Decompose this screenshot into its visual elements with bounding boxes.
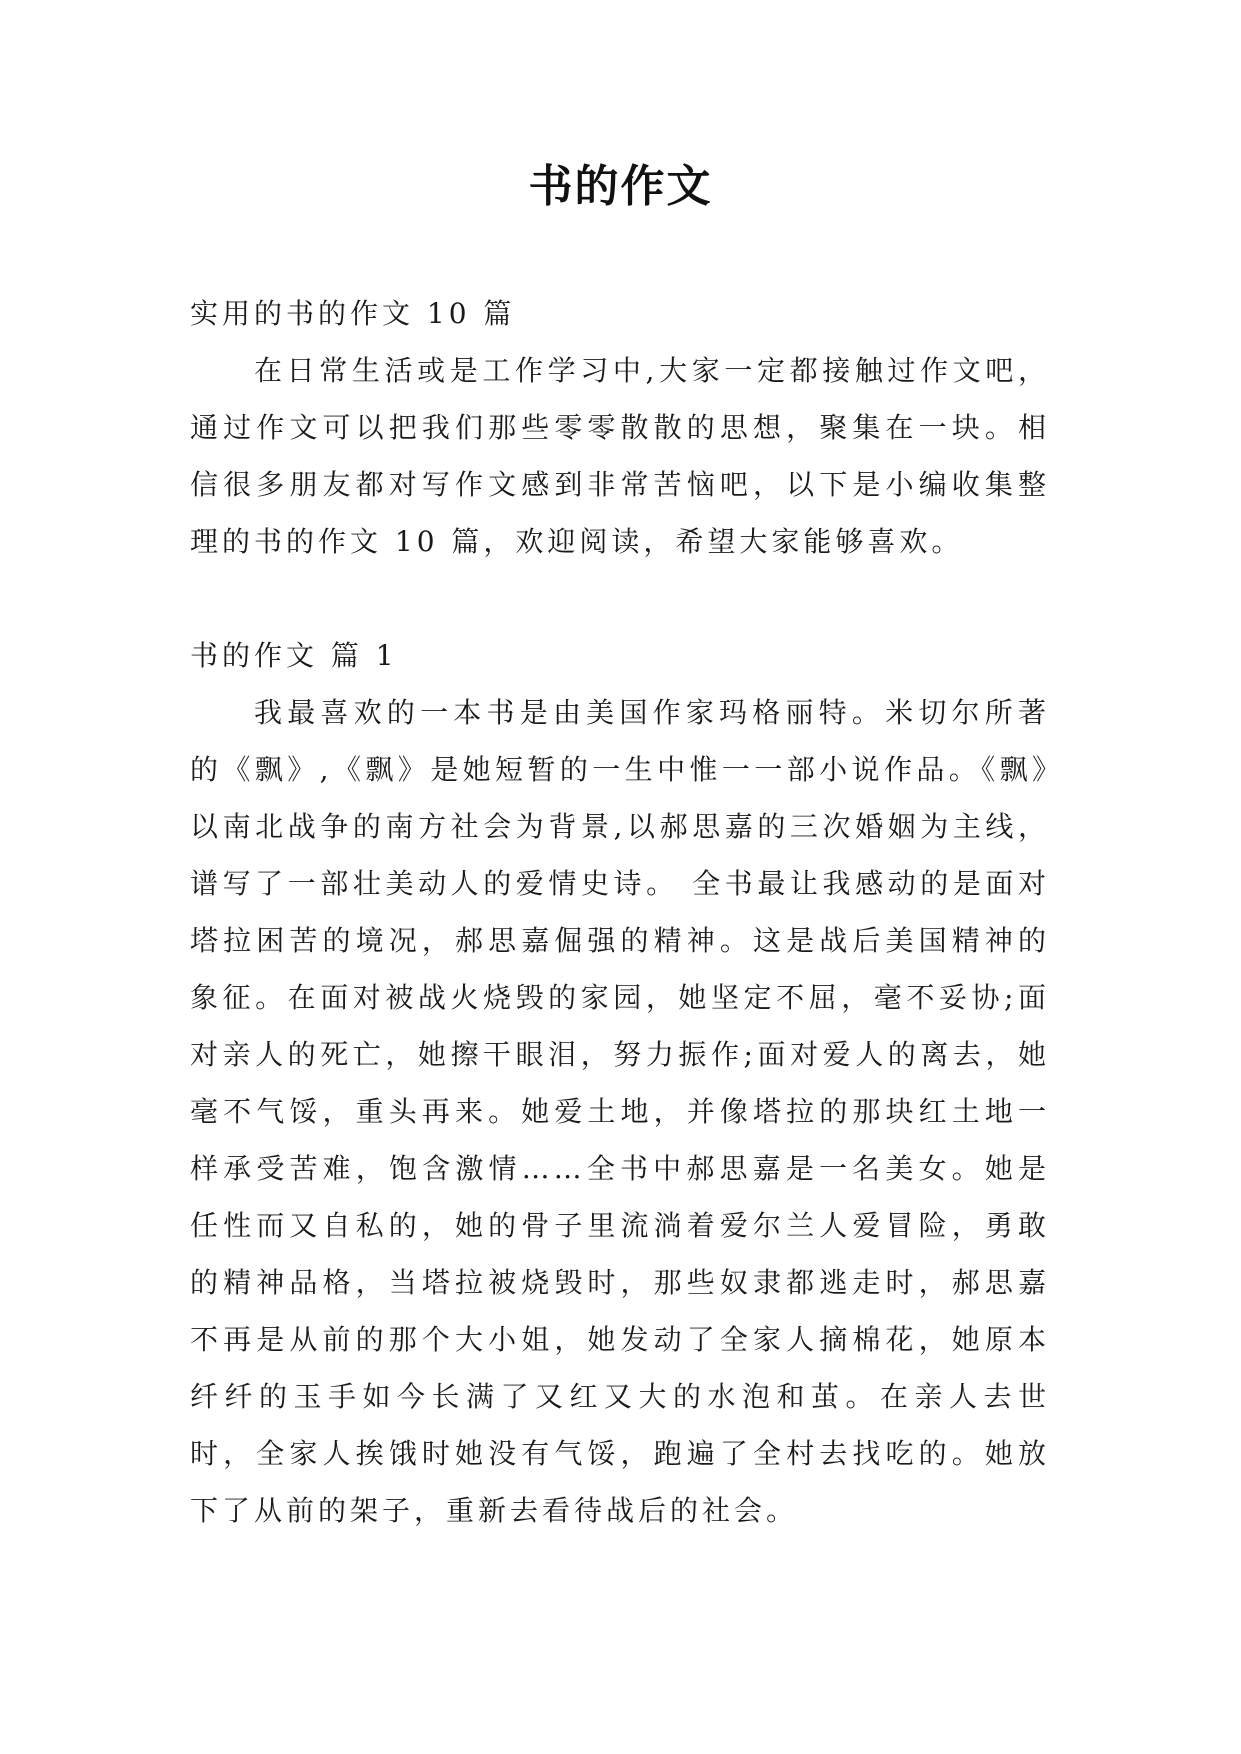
document-body bbox=[190, 285, 1050, 1539]
document-title: 书的作文 bbox=[528, 161, 713, 212]
section-spacer bbox=[190, 570, 1050, 627]
section-1-paragraph: 我最喜欢的一本书是由美国作家玛格丽特。米切尔所著的《飘》,《飘》是她短暂的一生中惟一一部小说作品。《飘》以南北战争的南方社会为背景,以郝思嘉的三次婚姻为主线，谱写了一部壮美动人的爱情史诗。 全书最让我感动的是面对塔拉困苦的境况，郝思嘉倔强的精神。这是战后美国精神的象征。在面对被战火烧毁的家园，她坚定不屈，毫不妥协;面对亲人的死亡，她擦干眼泪，努力振作;面对爱人的离去，她毫不气馁，重头再来。她爱土地，并像塔拉的那块红土地一样承受苦难，饱含激情……全书中郝思嘉是一名美女。她是任性而又自私的，她的骨子里流淌着爱尔兰人爱冒险，勇敢的精神品格，当塔拉被烧毁时，那些奴隶都逃走时，郝思嘉不再是从前的那个大小姐，她发动了全家人摘棉花，她原本纤纤的玉手如今长满了又红又大的水泡和茧。在亲人去世时，全家人挨饿时她没有气馁，跑遍了全村去找吃的。她放下了从前的架子，重新去看待战后的社会。 bbox=[190, 696, 1050, 1527]
intro-paragraph: 在日常生活或是工作学习中,大家一定都接触过作文吧，通过作文可以把我们那些零零散散的思想，聚集在一块。相信很多朋友都对写作文感到非常苦恼吧，以下是小编收集整理的书的作文 10 篇，欢迎阅读，希望大家能够喜欢。 bbox=[190, 354, 1050, 558]
intro-heading: 实用的书的作文 10 篇 bbox=[190, 297, 516, 330]
section-1-heading: 书的作文 篇 1 bbox=[190, 639, 398, 672]
